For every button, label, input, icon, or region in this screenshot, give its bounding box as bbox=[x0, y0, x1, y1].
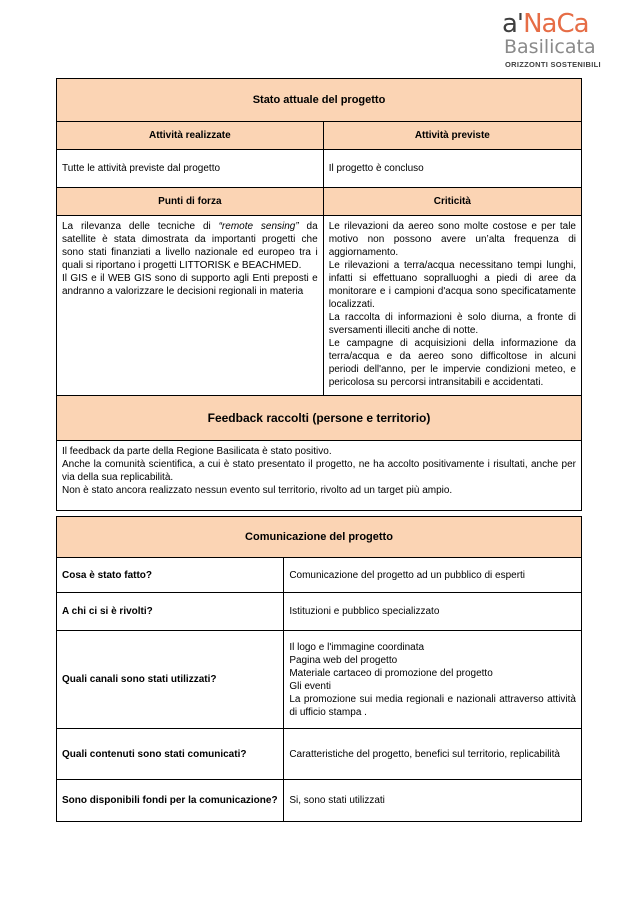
feedback-paragraph-3: Non è stato ancora realizzato nessun evento sul territorio, rivolto ad un target più ampio. bbox=[62, 485, 453, 496]
communication-table bbox=[56, 516, 582, 822]
planned-header: Attività previste bbox=[323, 122, 581, 150]
comm-answer-2: Istituzioni e pubblico specializzato bbox=[284, 593, 582, 631]
critical-paragraph-2: Le rilevazioni a terra/acqua necessitano tempi lunghi, infatti si effettuano sopralluoghi a piedi di aree da monitorare e i campioni d'acqua sono specificatamente localizzati. bbox=[328, 260, 576, 310]
comm-answer-4: Caratteristiche del progetto, benefici sul territorio, replicabilità bbox=[284, 729, 582, 780]
feedback-title: Feedback raccolti (persone e territorio) bbox=[57, 396, 582, 441]
critical-header: Criticità bbox=[323, 188, 581, 216]
channel-item: La promozione sui media regionali e nazionali attraverso attività di ufficio stampa . bbox=[289, 693, 576, 718]
critical-paragraph-3: La raccolta di informazioni è solo diurna, a fronte di sversamenti illeciti anche di notte. bbox=[328, 312, 576, 336]
comm-answer-3 bbox=[284, 631, 582, 729]
channel-item: Materiale cartaceo di promozione del progetto bbox=[289, 667, 493, 679]
strengths-paragraph-1 bbox=[62, 220, 318, 272]
critical-cell bbox=[323, 216, 581, 396]
logo-prefix: a' bbox=[502, 9, 524, 39]
critical-paragraph-1: Le rilevazioni da aereo sono molte costose e per tale motivo non possono avere un’alta frequenza di aggiornamento. bbox=[328, 221, 576, 258]
logo-tagline: ORIZZONTI SOSTENIBILI bbox=[505, 60, 601, 69]
feedback-cell bbox=[57, 441, 582, 511]
strengths-cell bbox=[57, 216, 324, 396]
logo-name: NaCa bbox=[523, 9, 589, 39]
channel-item: Gli eventi bbox=[289, 680, 331, 692]
brand-logo bbox=[502, 10, 622, 72]
done-text: Tutte le attività previste dal progetto bbox=[57, 150, 324, 188]
comm-question-4: Quali contenuti sono stati comunicati? bbox=[57, 729, 284, 780]
logo-region: Basilicata bbox=[504, 36, 596, 58]
strengths-text-a: La rilevanza delle tecniche di bbox=[62, 221, 219, 232]
status-title: Stato attuale del progetto bbox=[57, 79, 582, 122]
strengths-text-b: da satellite è stata dimostrata da importanti progetti che sono stati finanziati a livello nazionale ed europeo tra i quali si riportano i progetti LITTORISK e BEACHMED. bbox=[62, 221, 318, 271]
channel-item: Il logo e l'immagine coordinata bbox=[289, 641, 425, 653]
comm-question-2: A chi ci si è rivolti? bbox=[57, 593, 284, 631]
comm-question-3: Quali canali sono stati utilizzati? bbox=[57, 631, 284, 729]
communication-title: Comunicazione del progetto bbox=[57, 517, 582, 558]
strengths-paragraph-2: Il GIS e il WEB GIS sono di supporto agli Enti preposti e andranno a valorizzare le decisioni regionali in materia bbox=[62, 273, 318, 297]
feedback-paragraph-2: Anche la comunità scientifica, a cui è stato presentato il progetto, ne ha accolto positivamente i risultati, anche per via della sua replicabilità. bbox=[62, 459, 576, 483]
channel-item: Pagina web del progetto bbox=[289, 654, 398, 666]
logo-wordmark bbox=[502, 10, 589, 38]
comm-answer-5: Si, sono stati utilizzati bbox=[284, 780, 582, 822]
status-table bbox=[56, 78, 582, 511]
strengths-emphasis: “remote sensing” bbox=[218, 221, 299, 232]
critical-paragraph-4: Le campagne di acquisizioni della informazione da terra/acqua e da aereo sono difficoltose in alcuni periodi dell'anno, per le impervie condizioni meteo, e pericolosa su percorsi intransitabili e accidentati. bbox=[328, 338, 576, 388]
comm-answer-1: Comunicazione del progetto ad un pubblico di esperti bbox=[284, 558, 582, 593]
project-report bbox=[56, 78, 582, 822]
strengths-header: Punti di forza bbox=[57, 188, 324, 216]
feedback-paragraph-1: Il feedback da parte della Regione Basilicata è stato positivo. bbox=[62, 446, 332, 457]
comm-question-1: Cosa è stato fatto? bbox=[57, 558, 284, 593]
comm-question-5: Sono disponibili fondi per la comunicazione? bbox=[57, 780, 284, 822]
planned-text: Il progetto è concluso bbox=[323, 150, 581, 188]
done-header: Attività realizzate bbox=[57, 122, 324, 150]
